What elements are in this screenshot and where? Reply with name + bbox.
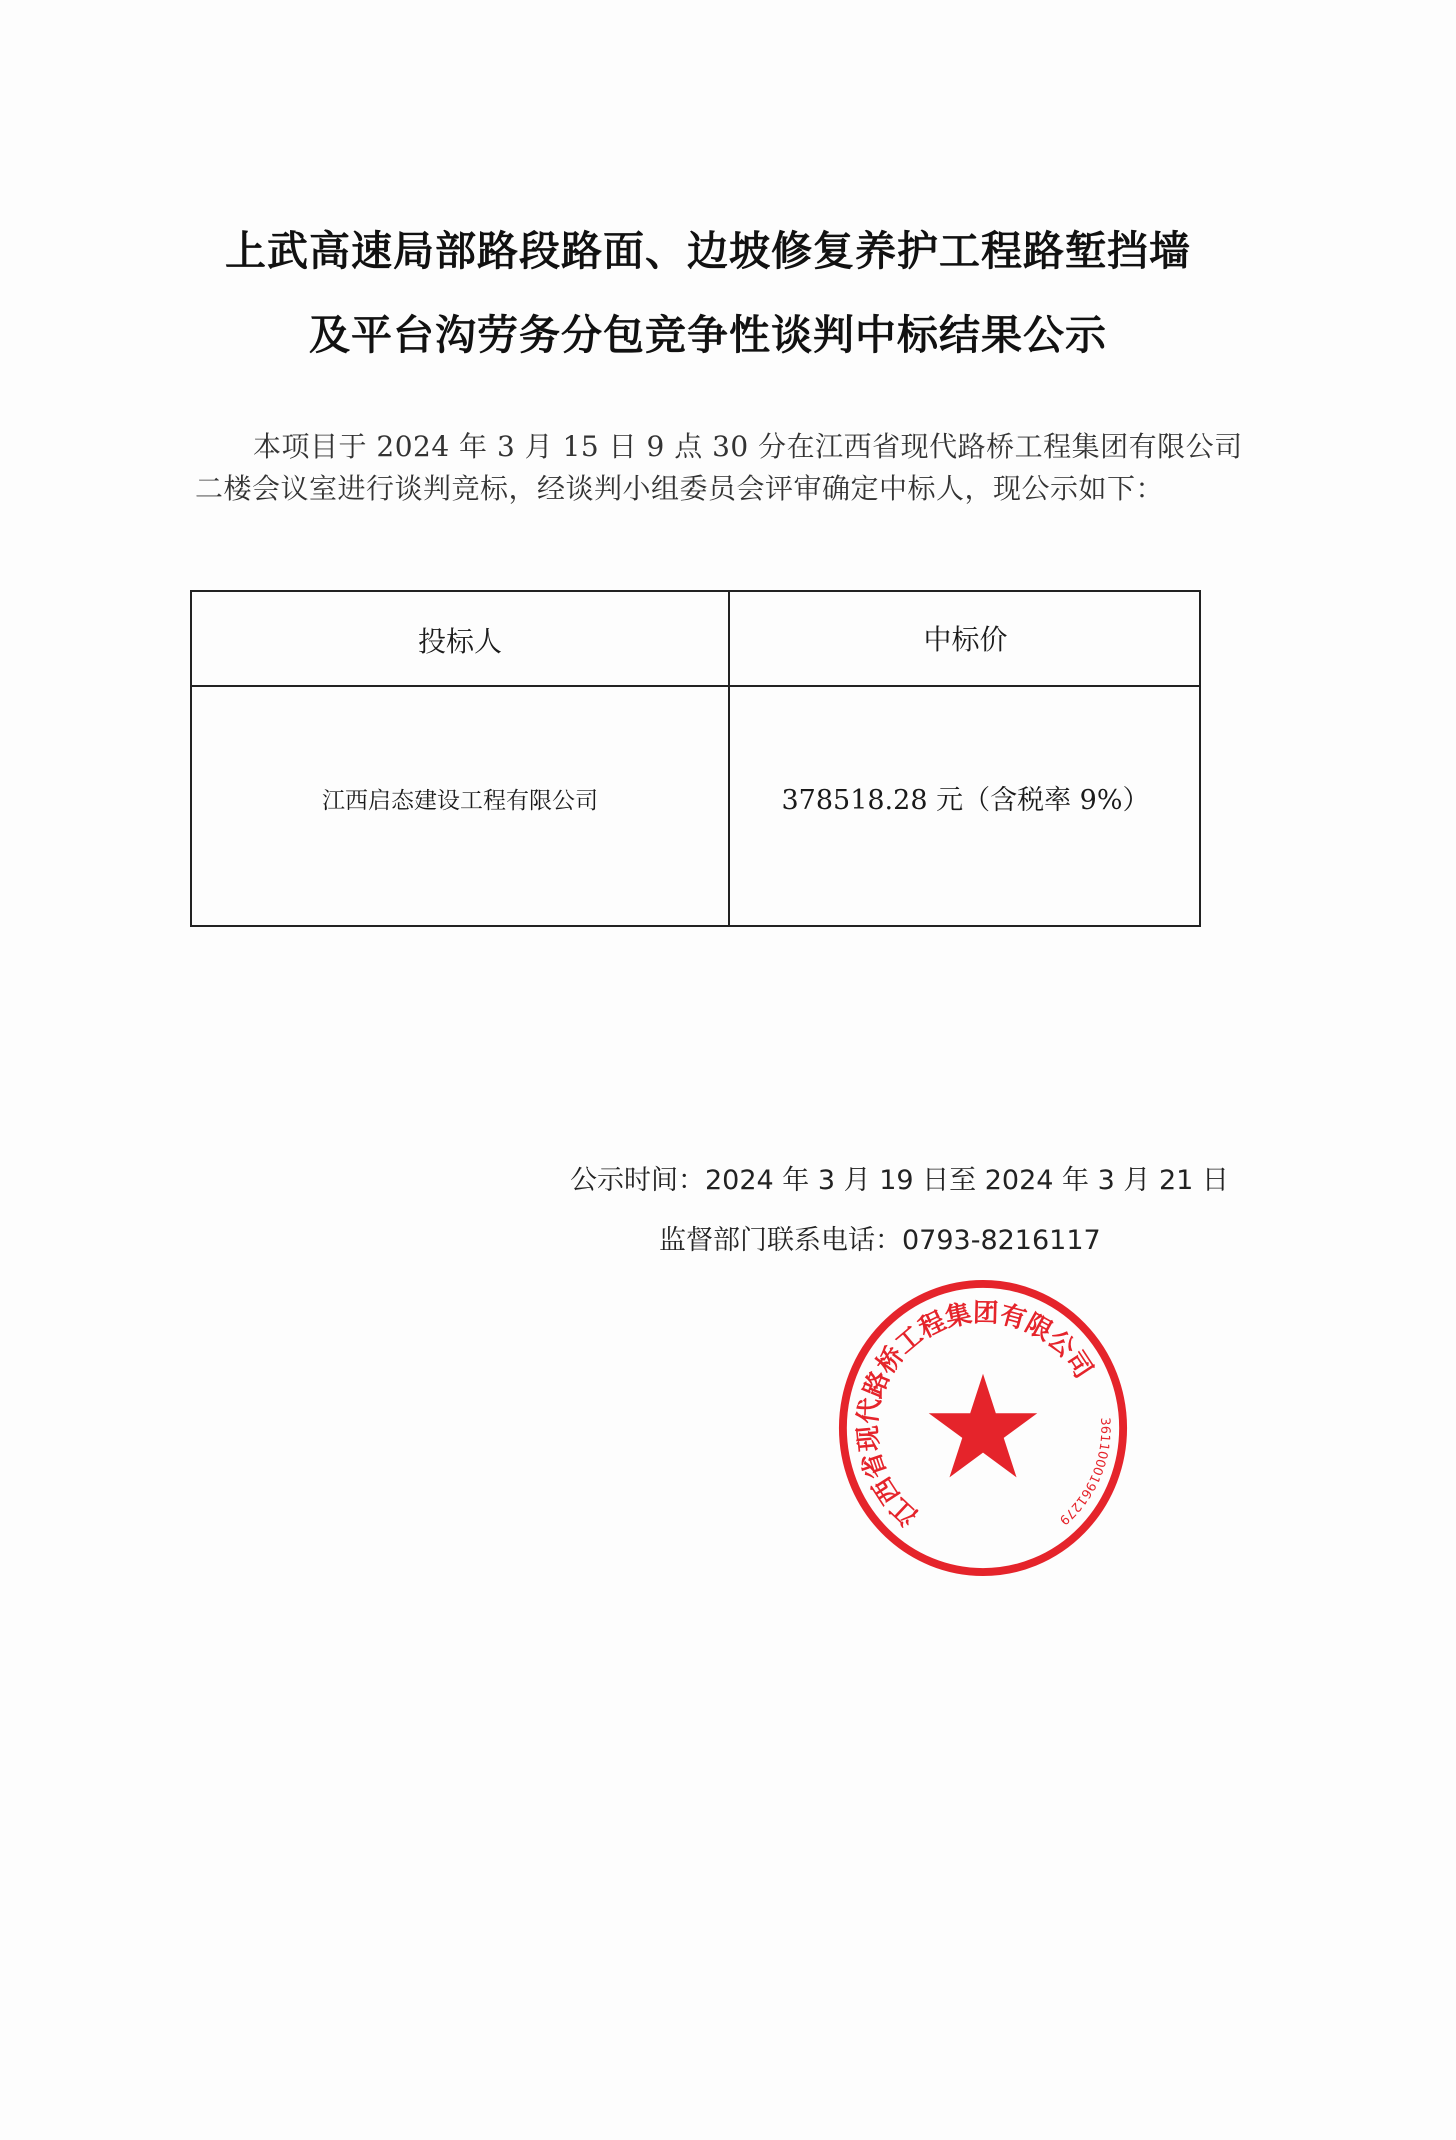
document-title-line2: 及平台沟劳务分包竞争性谈判中标结果公示 bbox=[309, 311, 1107, 359]
cell-bidder-name: 江西启态建设工程有限公司 bbox=[322, 788, 598, 814]
table-header-divider bbox=[192, 685, 1199, 687]
intro-paragraph-line1: 本项目于 2024 年 3 月 15 日 9 点 30 分在江西省现代路桥工程集团有限公司 bbox=[253, 430, 1243, 463]
result-table bbox=[190, 590, 1201, 927]
document-title-line1: 上武高速局部路段路面、边坡修复养护工程路堑挡墙 bbox=[225, 227, 1191, 275]
cell-winning-price: 378518.28 元（含税率 9%） bbox=[781, 785, 1150, 816]
publicity-period: 公示时间：2024 年 3 月 19 日至 2024 年 3 月 21 日 bbox=[570, 1165, 1229, 1196]
supervision-contact: 监督部门联系电话：0793-8216117 bbox=[659, 1225, 1101, 1256]
header-bidder: 投标人 bbox=[417, 625, 502, 658]
seal-number: 36110001961279 bbox=[1056, 1417, 1113, 1528]
header-winning-price: 中标价 bbox=[923, 623, 1008, 656]
intro-paragraph-line2: 二楼会议室进行谈判竞标，经谈判小组委员会评审确定中标人，现公示如下： bbox=[195, 472, 1165, 505]
seal-text: 江西省现代路桥工程集团有限公司 bbox=[852, 1298, 1099, 1532]
company-seal bbox=[835, 1280, 1131, 1576]
seal-star-icon bbox=[929, 1374, 1038, 1478]
